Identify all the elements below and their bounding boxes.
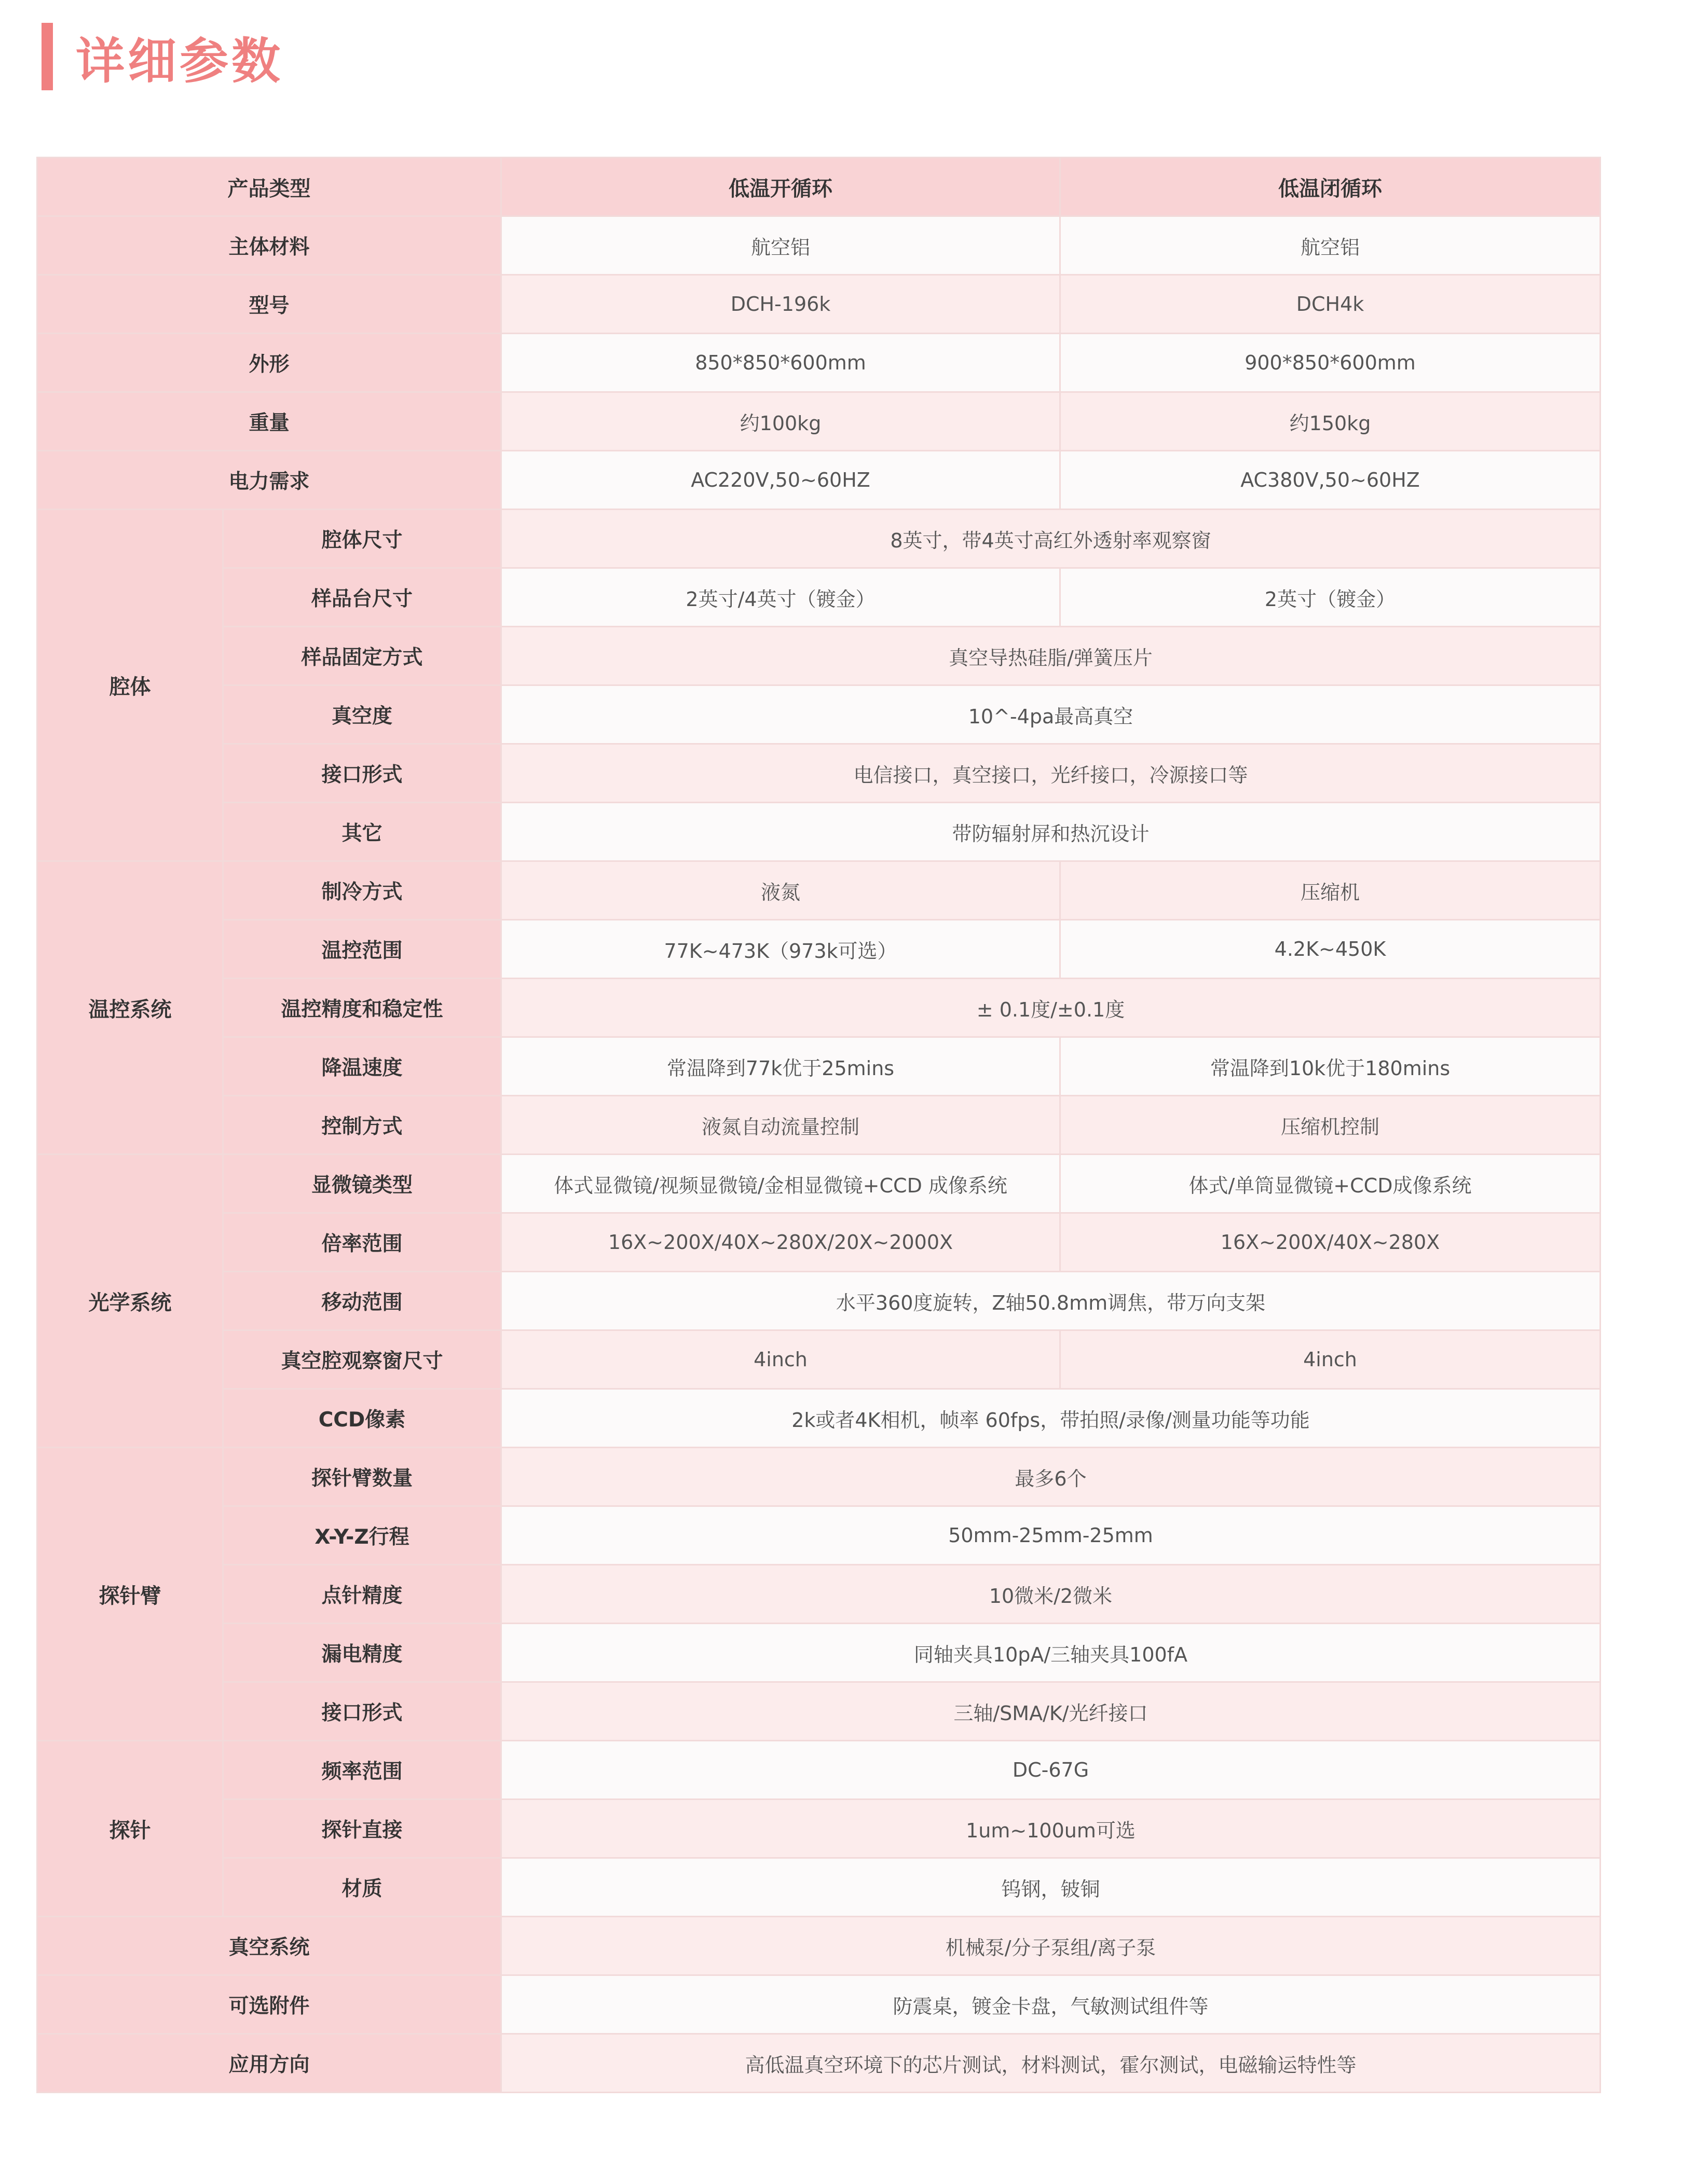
table-row xyxy=(37,1917,1601,1975)
value-cell-open-cycle: 液氮 xyxy=(501,861,1060,920)
value-cell-closed-cycle: 体式/单筒显微镜+CCD成像系统 xyxy=(1060,1155,1601,1213)
row-label: CCD像素 xyxy=(223,1389,501,1448)
table-row xyxy=(37,392,1601,451)
table-row xyxy=(37,1858,1601,1917)
table-header-row xyxy=(37,158,1601,216)
table-row xyxy=(37,861,1601,920)
row-label: 点针精度 xyxy=(223,1565,501,1624)
table-row xyxy=(37,1448,1601,1506)
value-cell-merged: 1um~100um可选 xyxy=(501,1800,1601,1858)
row-label: 主体材料 xyxy=(37,216,501,275)
row-label: 接口形式 xyxy=(223,744,501,803)
value-cell-open-cycle: DCH-196k xyxy=(501,275,1060,334)
row-label: 控制方式 xyxy=(223,1096,501,1155)
value-cell-merged: 10^-4pa最高真空 xyxy=(501,685,1601,744)
value-cell-open-cycle: 16X~200X/40X~280X/20X~2000X xyxy=(501,1213,1060,1272)
table-row xyxy=(37,568,1601,627)
row-label: 外形 xyxy=(37,334,501,392)
row-label: 降温速度 xyxy=(223,1037,501,1096)
table-row xyxy=(37,1037,1601,1096)
row-label: 真空腔观察窗尺寸 xyxy=(223,1330,501,1389)
row-label: 探针直接 xyxy=(223,1800,501,1858)
value-cell-open-cycle: 常温降到77k优于25mins xyxy=(501,1037,1060,1096)
table-row xyxy=(37,334,1601,392)
table-row xyxy=(37,216,1601,275)
value-cell-open-cycle: 77K~473K（973k可选） xyxy=(501,920,1060,979)
value-cell-merged: 防震桌，镀金卡盘，气敏测试组件等 xyxy=(501,1975,1601,2034)
header-col-open-cycle: 低温开循环 xyxy=(501,158,1060,216)
table-row xyxy=(37,627,1601,685)
value-cell-merged: 钨钢，铍铜 xyxy=(501,1858,1601,1917)
value-cell-closed-cycle: 常温降到10k优于180mins xyxy=(1060,1037,1601,1096)
table-row xyxy=(37,920,1601,979)
row-label: 真空度 xyxy=(223,685,501,744)
row-label: 倍率范围 xyxy=(223,1213,501,1272)
section-header xyxy=(42,23,283,90)
value-cell-closed-cycle: 2英寸（镀金） xyxy=(1060,568,1601,627)
row-label: 样品固定方式 xyxy=(223,627,501,685)
table-row xyxy=(37,1096,1601,1155)
table-row xyxy=(37,1741,1601,1800)
value-cell-merged: 电信接口，真空接口，光纤接口，冷源接口等 xyxy=(501,744,1601,803)
title-accent-bar xyxy=(42,23,53,90)
value-cell-open-cycle: 4inch xyxy=(501,1330,1060,1389)
row-label: 可选附件 xyxy=(37,1975,501,2034)
value-cell-open-cycle: 体式显微镜/视频显微镜/金相显微镜+CCD 成像系统 xyxy=(501,1155,1060,1213)
row-label: X-Y-Z行程 xyxy=(223,1506,501,1565)
table-row xyxy=(37,803,1601,861)
value-cell-closed-cycle: 4.2K~450K xyxy=(1060,920,1601,979)
row-label: 材质 xyxy=(223,1858,501,1917)
value-cell-closed-cycle: 压缩机 xyxy=(1060,861,1601,920)
row-label: 漏电精度 xyxy=(223,1624,501,1682)
row-label: 温控范围 xyxy=(223,920,501,979)
row-label: 电力需求 xyxy=(37,451,501,510)
row-label: 制冷方式 xyxy=(223,861,501,920)
page-title: 详细参数 xyxy=(76,33,284,90)
table-row xyxy=(37,1800,1601,1858)
table-row xyxy=(37,1682,1601,1741)
header-label: 产品类型 xyxy=(37,158,501,216)
value-cell-merged: 高低温真空环境下的芯片测试，材料测试，霍尔测试，电磁输运特性等 xyxy=(501,2034,1601,2093)
value-cell-merged: 10微米/2微米 xyxy=(501,1565,1601,1624)
table-row xyxy=(37,979,1601,1037)
row-label: 移动范围 xyxy=(223,1272,501,1330)
group-label: 探针臂 xyxy=(37,1448,223,1741)
group-label: 探针 xyxy=(37,1741,223,1917)
value-cell-open-cycle: 液氮自动流量控制 xyxy=(501,1096,1060,1155)
table-row xyxy=(37,1565,1601,1624)
value-cell-closed-cycle: 压缩机控制 xyxy=(1060,1096,1601,1155)
value-cell-open-cycle: 2英寸/4英寸（镀金） xyxy=(501,568,1060,627)
table-row xyxy=(37,1213,1601,1272)
header-col-closed-cycle: 低温闭循环 xyxy=(1060,158,1601,216)
spec-table xyxy=(36,157,1601,2093)
value-cell-merged: 带防辐射屏和热沉设计 xyxy=(501,803,1601,861)
value-cell-closed-cycle: AC380V,50~60HZ xyxy=(1060,451,1601,510)
row-label: 重量 xyxy=(37,392,501,451)
value-cell-merged: 8英寸，带4英寸高红外透射率观察窗 xyxy=(501,510,1601,568)
value-cell-merged: 50mm-25mm-25mm xyxy=(501,1506,1601,1565)
value-cell-merged: 最多6个 xyxy=(501,1448,1601,1506)
value-cell-closed-cycle: DCH4k xyxy=(1060,275,1601,334)
value-cell-open-cycle: 约100kg xyxy=(501,392,1060,451)
table-row xyxy=(37,1330,1601,1389)
table-row xyxy=(37,685,1601,744)
value-cell-merged: 机械泵/分子泵组/离子泵 xyxy=(501,1917,1601,1975)
value-cell-merged: 真空导热硅脂/弹簧压片 xyxy=(501,627,1601,685)
value-cell-merged: 三轴/SMA/K/光纤接口 xyxy=(501,1682,1601,1741)
row-label: 其它 xyxy=(223,803,501,861)
group-label: 光学系统 xyxy=(37,1155,223,1448)
row-label: 型号 xyxy=(37,275,501,334)
table-row xyxy=(37,451,1601,510)
table-row xyxy=(37,2034,1601,2093)
value-cell-closed-cycle: 约150kg xyxy=(1060,392,1601,451)
table-row xyxy=(37,1506,1601,1565)
row-label: 探针臂数量 xyxy=(223,1448,501,1506)
table-row xyxy=(37,1624,1601,1682)
row-label: 真空系统 xyxy=(37,1917,501,1975)
table-row xyxy=(37,744,1601,803)
row-label: 接口形式 xyxy=(223,1682,501,1741)
row-label: 温控精度和稳定性 xyxy=(223,979,501,1037)
value-cell-closed-cycle: 航空铝 xyxy=(1060,216,1601,275)
value-cell-merged: 水平360度旋转，Z轴50.8mm调焦，带万向支架 xyxy=(501,1272,1601,1330)
value-cell-closed-cycle: 900*850*600mm xyxy=(1060,334,1601,392)
value-cell-closed-cycle: 4inch xyxy=(1060,1330,1601,1389)
table-row xyxy=(37,1975,1601,2034)
value-cell-open-cycle: 航空铝 xyxy=(501,216,1060,275)
row-label: 样品台尺寸 xyxy=(223,568,501,627)
row-label: 腔体尺寸 xyxy=(223,510,501,568)
table-row xyxy=(37,510,1601,568)
row-label: 应用方向 xyxy=(37,2034,501,2093)
value-cell-closed-cycle: 16X~200X/40X~280X xyxy=(1060,1213,1601,1272)
row-label: 频率范围 xyxy=(223,1741,501,1800)
group-label: 温控系统 xyxy=(37,861,223,1155)
value-cell-open-cycle: 850*850*600mm xyxy=(501,334,1060,392)
value-cell-merged: 2k或者4K相机，帧率 60fps，带拍照/录像/测量功能等功能 xyxy=(501,1389,1601,1448)
value-cell-merged: 同轴夹具10pA/三轴夹具100fA xyxy=(501,1624,1601,1682)
value-cell-open-cycle: AC220V,50~60HZ xyxy=(501,451,1060,510)
value-cell-merged: ± 0.1度/±0.1度 xyxy=(501,979,1601,1037)
row-label: 显微镜类型 xyxy=(223,1155,501,1213)
table-row xyxy=(37,1389,1601,1448)
table-row xyxy=(37,1272,1601,1330)
value-cell-merged: DC-67G xyxy=(501,1741,1601,1800)
table-row xyxy=(37,275,1601,334)
table-row xyxy=(37,1155,1601,1213)
group-label: 腔体 xyxy=(37,510,223,861)
